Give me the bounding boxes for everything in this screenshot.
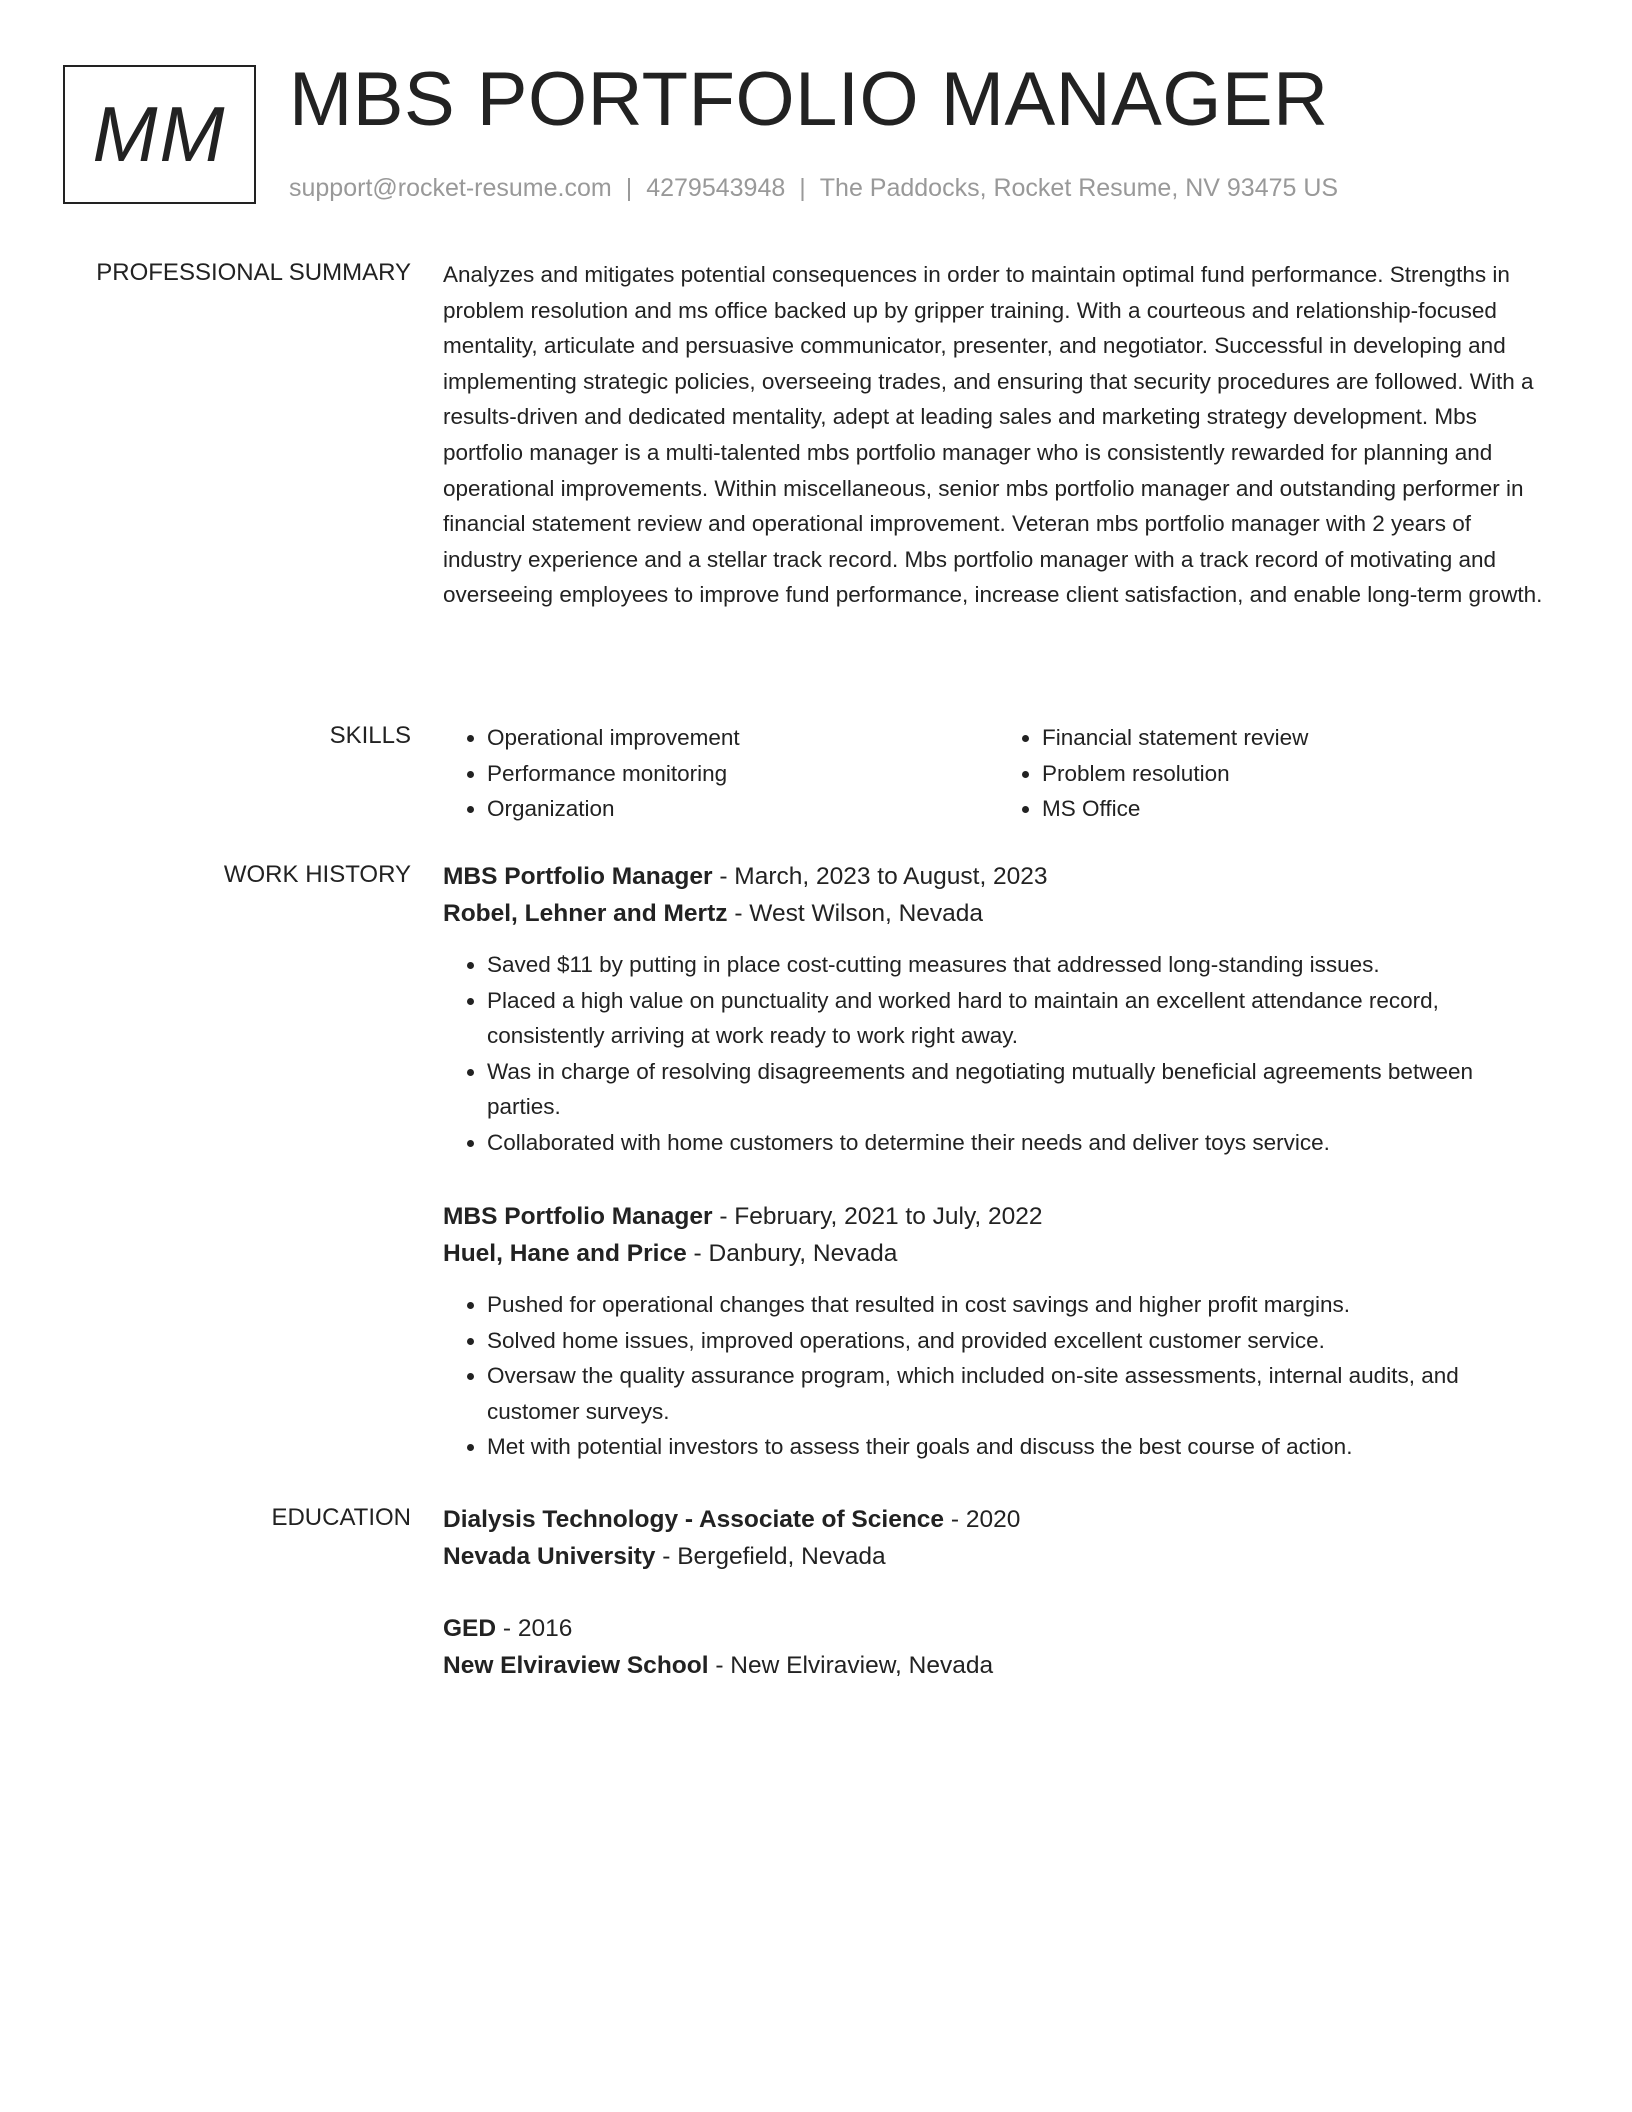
- summary-label: PROFESSIONAL SUMMARY: [96, 259, 411, 286]
- education-degree-line: [443, 1502, 1553, 1538]
- job-title: MBS Portfolio Manager: [443, 863, 713, 890]
- contact-address: The Paddocks, Rocket Resume, NV 93475 US: [819, 174, 1339, 202]
- contact-line: [289, 172, 1338, 204]
- job-dates: - March, 2023 to August, 2023: [712, 863, 1048, 890]
- job-title-line: [443, 1199, 1553, 1235]
- skills-body: [443, 720, 1553, 827]
- contact-email: support@rocket-resume.com: [289, 174, 612, 202]
- contact-separator: |: [799, 174, 806, 202]
- skill-item: • Problem resolution: [1042, 756, 1553, 792]
- education-location: - Bergefield, Nevada: [655, 1543, 886, 1570]
- education-location: - New Elviraview, Nevada: [708, 1652, 994, 1679]
- education-entry: [443, 1502, 1553, 1576]
- skill-item: • MS Office: [1042, 791, 1553, 827]
- education-school-line: [443, 1538, 1553, 1576]
- job-bullets: [443, 947, 1553, 1161]
- education-school: New Elviraview School: [443, 1652, 709, 1679]
- education-degree: GED: [443, 1615, 497, 1642]
- job-bullet: • Oversaw the quality assurance program, which included on-site assessments, internal audits, and customer surveys.: [487, 1358, 1553, 1429]
- education-year: - 2020: [944, 1506, 1021, 1533]
- education-school: Nevada University: [443, 1543, 656, 1570]
- education-school-line: [443, 1647, 1553, 1685]
- skill-item: • Organization: [487, 791, 998, 827]
- job-entry: [443, 1199, 1553, 1465]
- resume-title: MBS PORTFOLIO MANAGER: [289, 57, 1329, 142]
- skill-item: • Financial statement review: [1042, 720, 1553, 756]
- job-title: MBS Portfolio Manager: [443, 1203, 713, 1230]
- skills-label: SKILLS: [329, 722, 411, 749]
- job-bullet: • Solved home issues, improved operations, and provided excellent customer service.: [487, 1323, 1553, 1359]
- job-bullet: • Pushed for operational changes that resulted in cost savings and higher profit margins.: [487, 1287, 1553, 1323]
- education-label: EDUCATION: [271, 1504, 411, 1531]
- summary-text: Analyzes and mitigates potential consequences in order to maintain optimal fund performance. Strengths in problem resolution and ms office backed up by gripper training. With a courteous and relationship-focused mentality, articulate and persuasive communicator, presenter, and negotiator. Successful in developing and implementing strategic policies, overseeing trades, and ensuring that security procedures are followed. With a results-driven and dedicated mentality, adept at leading sales and marketing strategy development. Mbs portfolio manager is a multi-talented mbs portfolio manager who is consistently rewarded for planning and operational improvements. Within miscellaneous, senior mbs portfolio manager and outstanding performer in financial statement review and operational improvement. Veteran mbs portfolio manager with 2 years of industry experience and a stellar track record. Mbs portfolio manager with a track record of motivating and overseeing employees to improve fund performance, increase client satisfaction, and enable long-term growth.: [443, 262, 1543, 608]
- contact-phone: 4279543948: [646, 174, 786, 202]
- job-bullet: • Collaborated with home customers to determine their needs and deliver toys service.: [487, 1125, 1553, 1161]
- job-company: Robel, Lehner and Mertz: [443, 900, 728, 927]
- skill-item: • Operational improvement: [487, 720, 998, 756]
- monogram-logo: MM: [63, 65, 256, 204]
- summary-body: [443, 257, 1553, 613]
- job-bullets: [443, 1287, 1553, 1465]
- job-location: - West Wilson, Nevada: [727, 900, 984, 927]
- job-location: - Danbury, Nevada: [686, 1240, 898, 1267]
- contact-separator: |: [625, 174, 633, 202]
- job-company-line: [443, 895, 1553, 933]
- job-dates: - February, 2021 to July, 2022: [712, 1203, 1043, 1230]
- job-entry: [443, 859, 1553, 1161]
- job-company: Huel, Hane and Price: [443, 1240, 687, 1267]
- skill-item: • Performance monitoring: [487, 756, 998, 792]
- education-entry: [443, 1611, 1553, 1685]
- job-bullet: • Met with potential investors to assess their goals and discuss the best course of action.: [487, 1429, 1553, 1465]
- job-title-line: [443, 859, 1553, 895]
- education-year: - 2016: [496, 1615, 573, 1642]
- work-label: WORK HISTORY: [223, 861, 411, 888]
- job-bullet: • Saved $11 by putting in place cost-cutting measures that addressed long-standing issues.: [487, 947, 1553, 983]
- education-degree: Dialysis Technology - Associate of Science: [443, 1506, 945, 1533]
- job-company-line: [443, 1235, 1553, 1273]
- job-bullet: • Was in charge of resolving disagreements and negotiating mutually beneficial agreements between parties.: [487, 1054, 1553, 1125]
- skills-list-left: [443, 720, 998, 827]
- skills-list-right: [998, 720, 1553, 827]
- job-bullet: • Placed a high value on punctuality and worked hard to maintain an excellent attendance record, consistently arriving at work ready to work right away.: [487, 983, 1553, 1054]
- education-degree-line: [443, 1611, 1553, 1647]
